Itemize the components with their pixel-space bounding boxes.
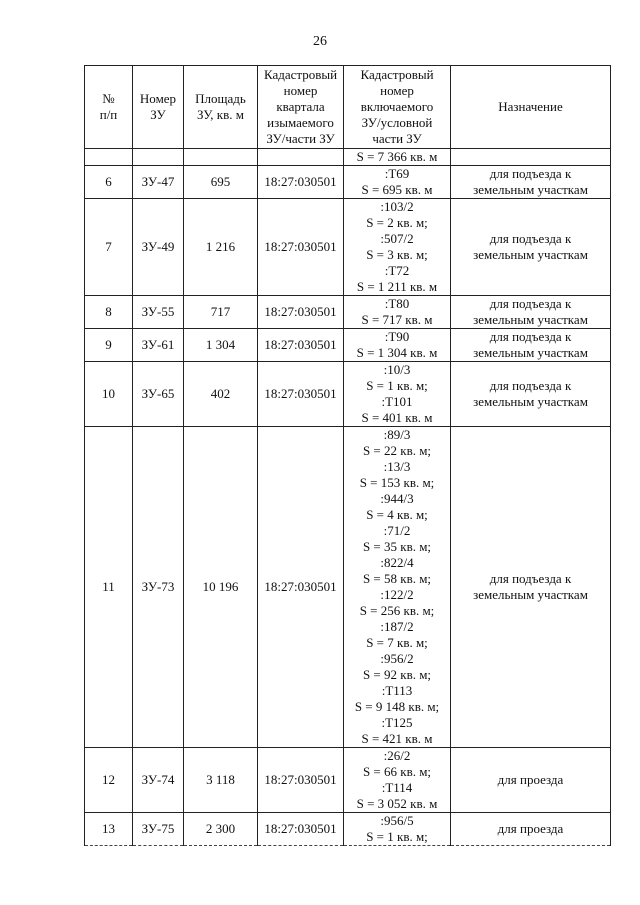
cell-cad-quarter: 18:27:030501 <box>258 329 344 362</box>
cell-area: 695 <box>184 166 258 199</box>
page-number: 26 <box>313 34 327 49</box>
cell-area: 3 118 <box>184 748 258 813</box>
cell-line: S = 22 кв. м; <box>362 443 432 458</box>
cell-zu-number: ЗУ-47 <box>133 166 184 199</box>
table-body <box>85 149 611 846</box>
cell-purpose <box>451 748 611 813</box>
cell-line: п/п <box>99 107 118 122</box>
cell-num: 11 <box>85 427 133 748</box>
table-row <box>85 329 611 362</box>
cell-line: квартала <box>276 99 325 114</box>
cell-line: номер <box>380 83 414 98</box>
cell-line: S = 153 кв. м; <box>359 475 435 490</box>
table-row <box>85 166 611 199</box>
cell-line: :956/2 <box>380 651 414 666</box>
cell-line: S = 4 кв. м; <box>366 507 428 522</box>
cell-cad-included <box>344 362 451 427</box>
cell-cad-included <box>344 166 451 199</box>
header-num <box>85 66 133 149</box>
cell-included-continuation <box>344 149 451 166</box>
cell-line: ЗУ, кв. м <box>197 107 244 122</box>
cell-empty <box>133 149 184 166</box>
cell-zu-number: ЗУ-74 <box>133 748 184 813</box>
cell-line: :822/4 <box>380 555 414 570</box>
cell-line: :Т72 <box>384 263 410 278</box>
cell-line: :13/3 <box>383 459 411 474</box>
header-purpose <box>451 66 611 149</box>
cell-num: 13 <box>85 813 133 846</box>
cell-line: Кадастровый <box>360 67 434 82</box>
cell-cad-included <box>344 427 451 748</box>
cell-line: :Т80 <box>384 296 410 311</box>
cell-line: S = 66 кв. м; <box>362 764 432 779</box>
cell-line: для проезда <box>497 772 564 787</box>
cell-line: земельным участкам <box>473 345 588 360</box>
cell-line: S = 1 кв. м; <box>366 378 428 393</box>
cell-line: земельным участкам <box>473 394 588 409</box>
cell-cad-included <box>344 813 451 846</box>
table-row <box>85 296 611 329</box>
cell-line: S = 9 148 кв. м; <box>354 699 440 714</box>
cell-line: номер <box>283 83 318 98</box>
cell-line: S = 401 кв. м <box>361 410 433 425</box>
header-zu-number <box>133 66 184 149</box>
cell-purpose <box>451 329 611 362</box>
cell-line: :10/3 <box>383 362 411 377</box>
cell-line: :Т90 <box>384 329 410 344</box>
cell-empty <box>85 149 133 166</box>
cell-line: :956/5 <box>380 813 414 828</box>
cell-line: :71/2 <box>383 523 411 538</box>
cell-line: S = 717 кв. м <box>361 312 433 327</box>
cell-line: изымаемого <box>267 115 334 130</box>
cell-line: :507/2 <box>380 231 414 246</box>
cell-zu-number: ЗУ-49 <box>133 199 184 296</box>
cell-line: ЗУ/условной <box>361 115 433 130</box>
cell-empty <box>451 149 611 166</box>
cell-line: земельным участкам <box>473 312 588 327</box>
cell-line: S = 1 211 кв. м <box>356 279 438 294</box>
cell-line: земельным участкам <box>473 587 588 602</box>
cell-cad-quarter: 18:27:030501 <box>258 199 344 296</box>
cell-empty <box>184 149 258 166</box>
cell-area: 717 <box>184 296 258 329</box>
cell-area: 1 216 <box>184 199 258 296</box>
cell-purpose <box>451 362 611 427</box>
cell-area: 1 304 <box>184 329 258 362</box>
cell-line: для подъезда к <box>489 166 572 181</box>
cell-zu-number: ЗУ-73 <box>133 427 184 748</box>
cell-line: для подъезда к <box>489 329 572 344</box>
cell-line: S = 35 кв. м; <box>362 539 432 554</box>
cell-line: для подъезда к <box>489 378 572 393</box>
cell-cad-quarter: 18:27:030501 <box>258 296 344 329</box>
cell-line: для проезда <box>497 821 564 836</box>
header-row <box>85 66 611 149</box>
cell-line: S = 1 кв. м; <box>366 829 428 844</box>
cell-zu-number: ЗУ-61 <box>133 329 184 362</box>
cell-zu-number: ЗУ-65 <box>133 362 184 427</box>
header-cad-quarter <box>258 66 344 149</box>
cell-line: Назначение <box>498 99 563 114</box>
cell-area: 2 300 <box>184 813 258 846</box>
cell-line: для подъезда к <box>489 231 572 246</box>
cell-num: 7 <box>85 199 133 296</box>
cell-line: земельным участкам <box>473 182 588 197</box>
table-row <box>85 813 611 846</box>
cell-purpose <box>451 813 611 846</box>
cell-cad-included <box>344 748 451 813</box>
cell-line: для подъезда к <box>489 571 572 586</box>
table-row <box>85 199 611 296</box>
cell-line: :Т125 <box>381 715 413 730</box>
continuation-row <box>85 149 611 166</box>
cell-cad-quarter: 18:27:030501 <box>258 813 344 846</box>
cell-line: для подъезда к <box>489 296 572 311</box>
cell-line: S = 695 кв. м <box>361 182 433 197</box>
cell-cad-quarter: 18:27:030501 <box>258 362 344 427</box>
cell-line: :Т101 <box>381 394 413 409</box>
cell-line: S = 1 304 кв. м <box>356 345 438 360</box>
cell-line: Площадь <box>195 91 246 106</box>
cell-line: :26/2 <box>383 748 411 763</box>
cell-line: S = 3 052 кв. м <box>356 796 438 811</box>
cell-line: S = 3 кв. м; <box>366 247 428 262</box>
cell-line: :Т113 <box>381 683 413 698</box>
cell-zu-number: ЗУ-55 <box>133 296 184 329</box>
cell-empty <box>258 149 344 166</box>
table-row <box>85 748 611 813</box>
land-plots-table <box>84 65 611 846</box>
cell-line: :122/2 <box>380 587 414 602</box>
cell-cad-quarter: 18:27:030501 <box>258 748 344 813</box>
table-row <box>85 362 611 427</box>
cell-cad-quarter: 18:27:030501 <box>258 427 344 748</box>
cell-zu-number: ЗУ-75 <box>133 813 184 846</box>
cell-line: включаемого <box>360 99 434 114</box>
cell-cad-included <box>344 329 451 362</box>
cell-line: части ЗУ <box>372 131 422 146</box>
cell-line: :89/3 <box>383 427 411 442</box>
cell-line: Номер <box>139 91 177 106</box>
cell-purpose <box>451 199 611 296</box>
cell-purpose <box>451 296 611 329</box>
table-row <box>85 427 611 748</box>
cell-line: S = 7 кв. м; <box>366 635 428 650</box>
cell-num: 12 <box>85 748 133 813</box>
cell-line: :Т114 <box>381 780 413 795</box>
cell-line: земельным участкам <box>473 247 588 262</box>
cell-area: 10 196 <box>184 427 258 748</box>
cell-purpose <box>451 427 611 748</box>
cell-line: S = 2 кв. м; <box>366 215 428 230</box>
header-area <box>184 66 258 149</box>
cell-purpose <box>451 166 611 199</box>
cell-area: 402 <box>184 362 258 427</box>
cell-line: :Т69 <box>384 166 410 181</box>
cell-num: 8 <box>85 296 133 329</box>
cell-cad-included <box>344 199 451 296</box>
cell-line: S = 7 366 кв. м <box>356 149 438 164</box>
cell-line: Кадастровый <box>263 67 338 82</box>
cell-num: 9 <box>85 329 133 362</box>
cell-line: :944/3 <box>380 491 414 506</box>
cell-line: :103/2 <box>380 199 414 214</box>
cell-line: S = 256 кв. м; <box>359 603 435 618</box>
cell-line: :187/2 <box>380 619 414 634</box>
cell-line: S = 92 кв. м; <box>362 667 432 682</box>
cell-line: S = 421 кв. м <box>361 731 433 746</box>
cell-cad-included <box>344 296 451 329</box>
cell-num: 10 <box>85 362 133 427</box>
cell-line: ЗУ/части ЗУ <box>266 131 335 146</box>
cell-num: 6 <box>85 166 133 199</box>
header-cad-included <box>344 66 451 149</box>
cell-line: № <box>102 91 115 106</box>
cell-line: S = 58 кв. м; <box>362 571 432 586</box>
cell-cad-quarter: 18:27:030501 <box>258 166 344 199</box>
cell-line: ЗУ <box>150 107 166 122</box>
